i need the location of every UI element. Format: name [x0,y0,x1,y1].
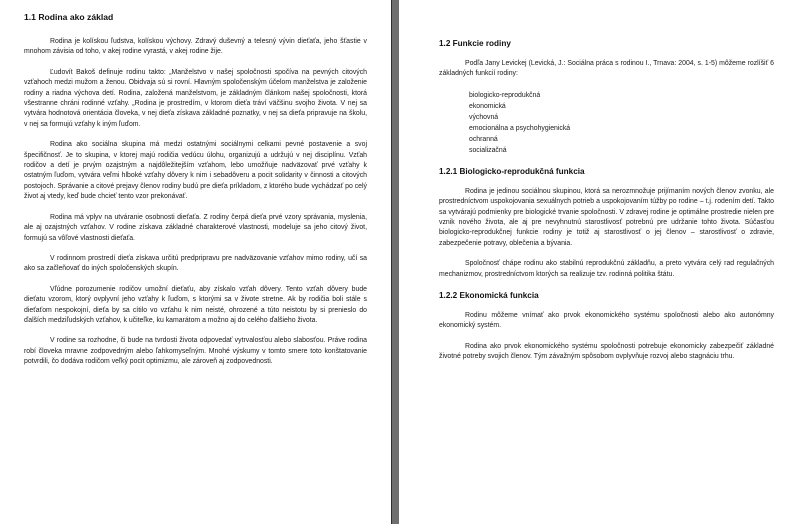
paragraph: Spoločnosť chápe rodinu ako stabilnú reprodukčnú základňu, a preto vytvára celý rad regulačných mechanizmov, prostredníctvom ktorých sa realizuje tzv. rodinná politika štátu. [439,260,774,278]
paragraph: Rodina ako sociálna skupina má medzi ostatnými sociálnymi celkami pevné postavenie a svoj špecifičnosť. Je to skupina, v ktorej majú rodičia vedúcu úlohu, organizujú a udržujú v nej disciplínu. Vzťah rodičov a detí je prvým ozajstným a najdôležitejším vzťahom, lebo umožňuje nadväzovať prvé vzťahy k ostatným ľuďom, vytvára veľmi hlboké vzťahy dôvery k nim i sebadôveru a pocit solidarity v činnosti a citových postojoch. Správanie a citové prejavy členov rodiny budú pre dieťa príkladom, z ktorého bude vychádzať po celý život aj vtedy, keď bude chcieť tento vzor prekonávať. [24,141,367,201]
paragraph: Rodina je kolískou ľudstva, kolískou výchovy. Zdravý duševný a telesný vývin dieťaťa, jeho šťastie v mnohom závisia od toho, v akej rodine vyrastá, v akej rodine žije. [24,38,367,56]
section-heading-rodina-ako-zaklad: 1.1 Rodina ako základ [24,12,114,22]
page-edge [391,0,392,524]
paragraph: Rodina má vplyv na utváranie osobnosti dieťaťa. Z rodiny čerpá dieťa prvé vzory správania, myslenia, ale aj ozajstných vzťahov. V rodine získava základné charakterové vlastnosti, modeluje sa jeho citový život, formujú sa vôľové vlastnosti dieťaťa. [24,213,367,242]
list-item: ochranná [469,135,498,143]
paragraph: Ľudovít Bakoš definuje rodinu takto: „Manželstvo v našej spoločnosti spočíva na pevných citových vzťahoch medzi mužom a ženou. Obidvaja sú si rovní. Hlavným spoločenským účelom manželstva je založenie rodiny a riadna výchova detí. Rodina, založená manželstvom, je základným článkom našej spoločnosti, ktorá všestranne chráni rodinné vzťahy. „Rodina je prostredím, v ktorom dieťa tráví väčšinu svojho života. V nej sa vytvára hodnotová orientácia človeka, v nej dieťa získava základné poznatky, v nej sa dieťa pripravuje na školu, v nej sa formujú vzťahy k iným ľuďom. [24,68,367,128]
paragraph: Rodina je jedinou sociálnou skupinou, ktorá sa nerozmnožuje prijímaním nových členov zvonku, ale prostredníctvom uspokojovania sexuálnych potrieb a uspokojovaním túžby po rodine – t.j. rodením detí. Takto sa vytvárajú podmienky pre biologické trvanie spoločnosti. V zdravej rodine je optimálne prostredie nielen pre vznik nového života, ale aj pre nevyhnutnú starostlivosť potrebnú pre udržanie tohto života. Súčasťou biologicko-reprodukčnej funkcie rodiny je totiž aj starostlivosť o jej členov – starostlivosť o zdravie, zabezpečenie potravy, oblečenia a bývania. [439,187,774,247]
page-gutter [391,0,399,524]
intro-paragraph: Podľa Jany Levickej (Levická, J.: Sociálna práca s rodinou I., Trnava: 2004, s. 1-5) môžeme rozlíšiť 6 základných funkcií rodiny: [439,60,774,78]
list-item: emocionálna a psychohygienická [469,124,571,132]
paragraph: Vľúdne porozumenie rodičov umožní dieťaťu, aby získalo vzťah dôvery. Tento vzťah dôvery bude dieťatu vzorom, ktorý ovplyvní jeho vzťahy k ľuďom, s ktorými sa v živote stretne. Ak by rodičia boli stále s dieťaťom nespokojní, dieťa by sa cítilo vo vzťahu k nim neisté, ohrozené a túto neistotu by si prenieslo do ďalších medziľudských vzťahov, k učiteľke, ku kamarátom a možno aj do celého ďalšieho života. [24,285,367,324]
list-item: biologicko-reprodukčná [469,91,541,99]
list-item: výchovná [469,113,499,121]
paragraph: V rodine sa rozhodne, či bude na tvrdosti života odpovedať vytrvalosťou alebo slabosťou. Práve rodina robí človeka mravne zodpovedným alebo ľahkomyseľným. Mnohé výskumy v tomto smere toto konštatovanie potvrdili, čo dodáva rodičom veľký pocit optimizmu, ale zároveň aj zodpovednosti. [24,337,367,366]
left-page [0,0,391,524]
functions-list [439,90,774,156]
section-heading-funkcie-rodiny: 1.2 Funkcie rodiny [439,39,511,48]
paragraph: V rodinnom prostredí dieťa získava určitú predpripravu pre nadväzovanie vzťahov mimo rodiny, učí sa ako sa začleňovať do iných spoločenských skupín. [24,254,367,273]
list-item: ekonomická [469,102,506,110]
section-heading-ekonomicka: 1.2.2 Ekonomická funkcia [439,291,539,301]
list-item: socializačná [469,146,507,154]
section-heading-biologicko-reprodukcna: 1.2.1 Biologicko-reprodukčná funkcia [439,166,585,176]
paragraph: Rodinu môžeme vnímať ako prvok ekonomického systému spoločnosti alebo ako autonómny ekonomický systém. [439,312,774,330]
right-page [399,0,800,524]
paragraph: Rodina ako prvok ekonomického systému spoločnosti potrebuje ekonomicky zabezpečiť základné životné potreby svojich členov. Tým závažným spôsobom ovplyvňuje rozvoj alebo stagnáciu trhu. [439,342,774,361]
